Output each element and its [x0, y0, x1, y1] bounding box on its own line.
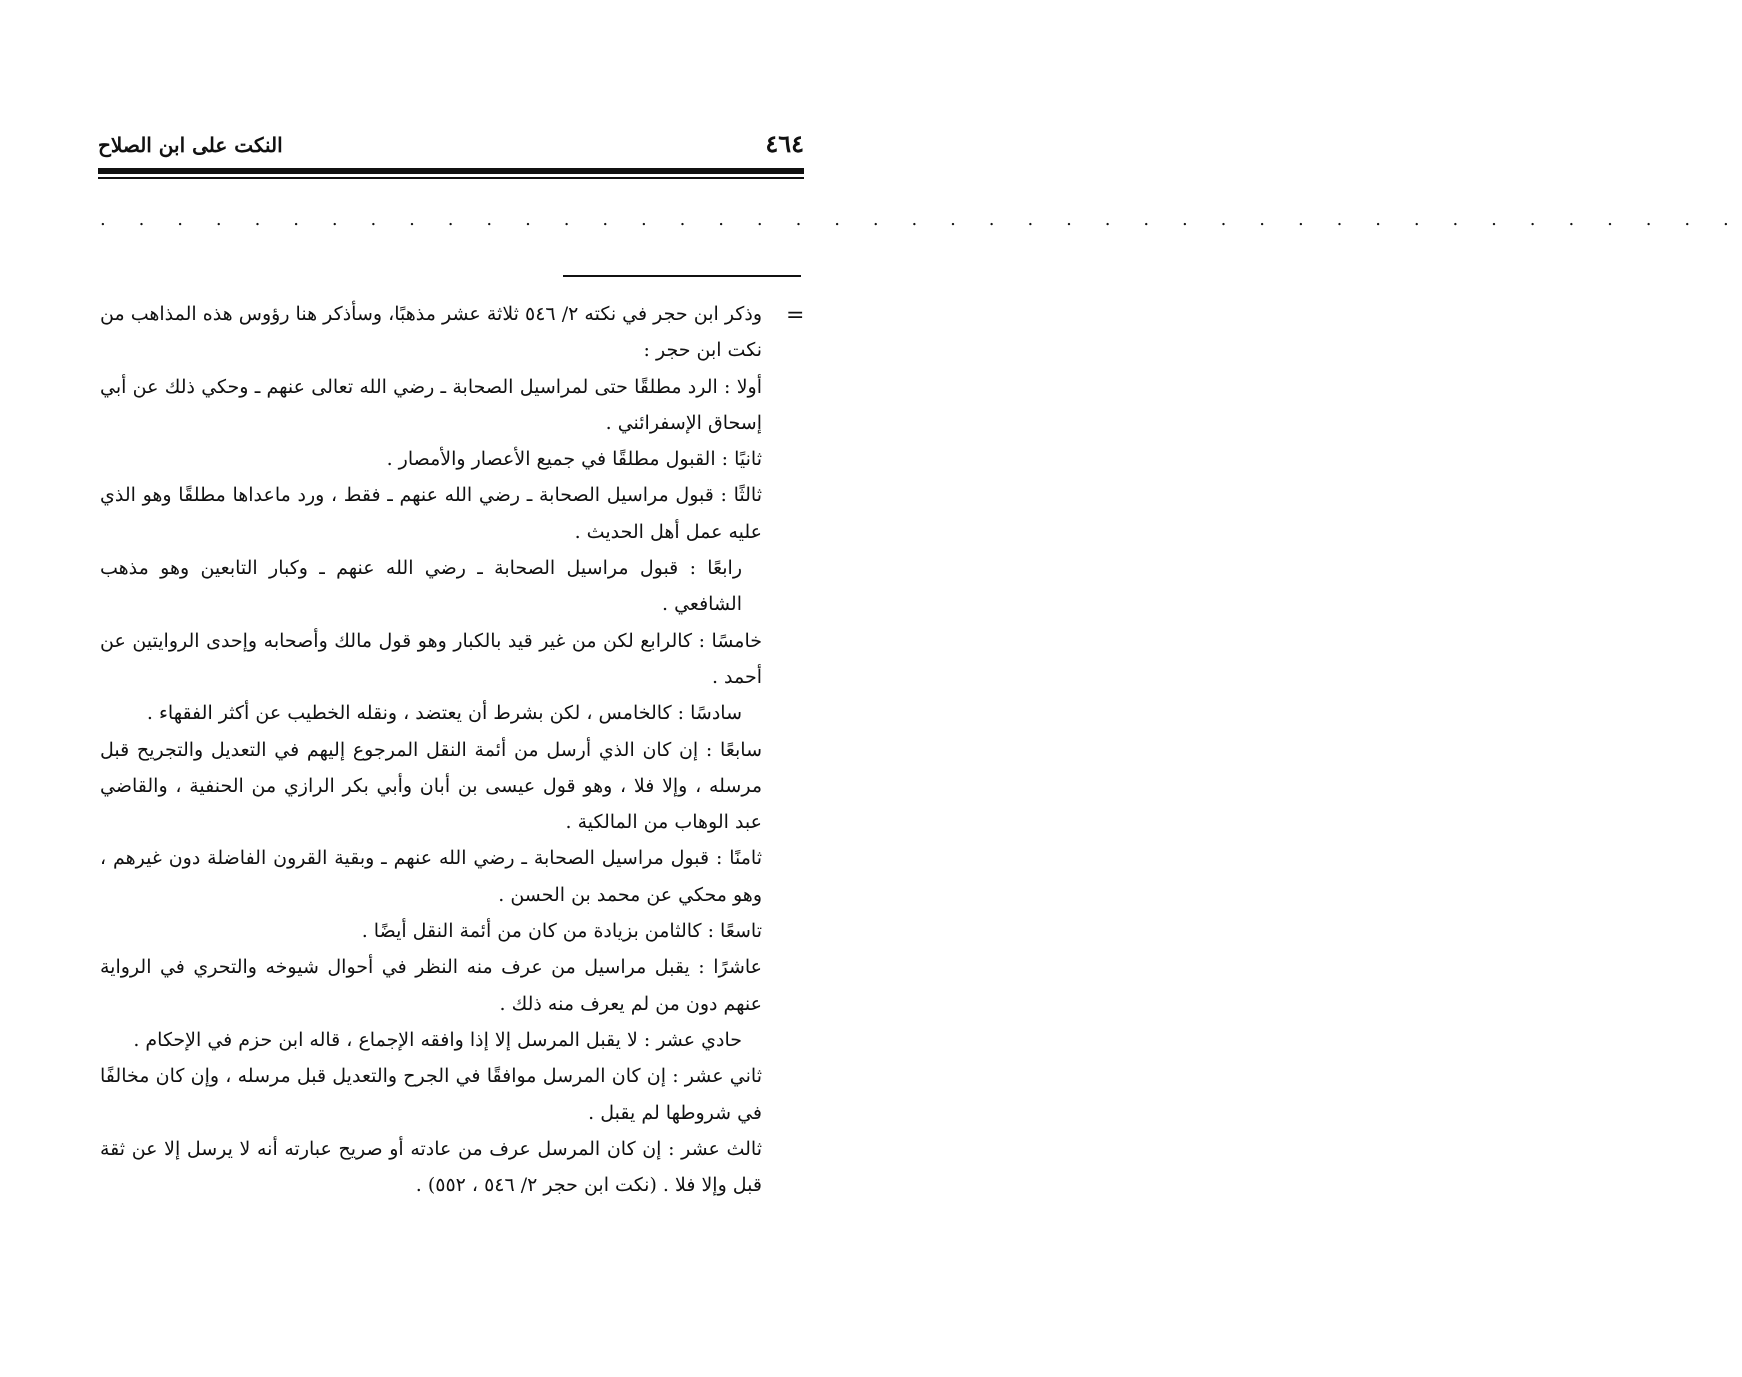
footnote-item-10: عاشرًا : يقبل مراسيل من عرف منه النظر في أحوال شيوخه والتحري في الرواية عنهم دون من لم يعرف منه ذلك . [100, 956, 762, 1015]
footnote-body [100, 296, 762, 1203]
footnote-intro: وذكر ابن حجر في نكته ٢/ ٥٤٦ ثلاثة عشر مذهبًا، وسأذكر هنا رؤوس هذه المذاهب من نكت ابن حجر : [100, 303, 762, 362]
footnote-item-4: رابعًا : قبول مراسيل الصحابة ـ رضي الله عنهم ـ وكبار التابعين وهو مذهب الشافعي . [100, 557, 742, 616]
page-number: ٤٦٤ [765, 129, 804, 158]
footnote-rule [563, 275, 801, 277]
footnote-item-2: ثانيًا : القبول مطلقًا في جميع الأعصار والأمصار . [386, 448, 762, 471]
dotted-separator: . . . . . . . . . . . . . . . . . . . . . . . . . . . . . . . . . . . . . . . . . . . [100, 209, 1742, 230]
footnote-item-5: خامسًا : كالرابع لكن من غير قيد بالكبار وهو قول مالك وأصحابه وإحدى الروايتين عن أحمد . [100, 629, 762, 688]
footnote-item-11: حادي عشر : لا يقبل المرسل إلا إذا وافقه الإجماع ، قاله ابن حزم في الإحكام . [133, 1028, 742, 1051]
header-rule-thick [98, 168, 804, 174]
footnote-item-7: سابعًا : إن كان الذي أرسل من أئمة النقل المرجوع إليهم في التعديل والتجريح قبل مرسله ، وإلا فلا ، وهو قول عيسى بن أبان وأبي بكر الرازي من الحنفية ، والقاضي عبد الوهاب من المالكية . [100, 738, 762, 834]
footnote-item-6: سادسًا : كالخامس ، لكن بشرط أن يعتضد ، ونقله الخطيب عن أكثر الفقهاء . [146, 702, 742, 725]
footnote-item-12: ثاني عشر : إن كان المرسل موافقًا في الجرح والتعديل قبل مرسله ، وإن كان مخالفًا في شروطها لم يقبل . [100, 1065, 762, 1124]
footnote-item-9: تاسعًا : كالثامن بزيادة من كان من أئمة النقل أيضًا . [361, 920, 762, 943]
footnote-continuation-mark: = [786, 303, 805, 328]
footnote-item-3: ثالثًا : قبول مراسيل الصحابة ـ رضي الله عنهم ـ فقط ، ورد ماعداها مطلقًا وهو الذي عليه عمل أهل الحديث . [100, 484, 762, 543]
header-rule-thin [98, 177, 804, 179]
footnote-item-1: أولا : الرد مطلقًا حتى لمراسيل الصحابة ـ رضي الله تعالى عنهم ـ وحكي ذلك عن أبي إسحاق الإسفرائني . [100, 375, 762, 434]
running-title: النكت على ابن الصلاح [98, 133, 283, 157]
page-header [98, 124, 804, 164]
footnote-item-13: ثالث عشر : إن كان المرسل عرف من عادته أو صريح عبارته أنه لا يرسل إلا عن ثقة قبل وإلا فلا . (نكت ابن حجر ٢/ ٥٤٦ ، ٥٥٢) . [100, 1137, 762, 1197]
footnote-item-8: ثامنًا : قبول مراسيل الصحابة ـ رضي الله عنهم ـ وبقية القرون الفاضلة دون غيرهم ، وهو محكي عن محمد بن الحسن . [100, 847, 762, 906]
